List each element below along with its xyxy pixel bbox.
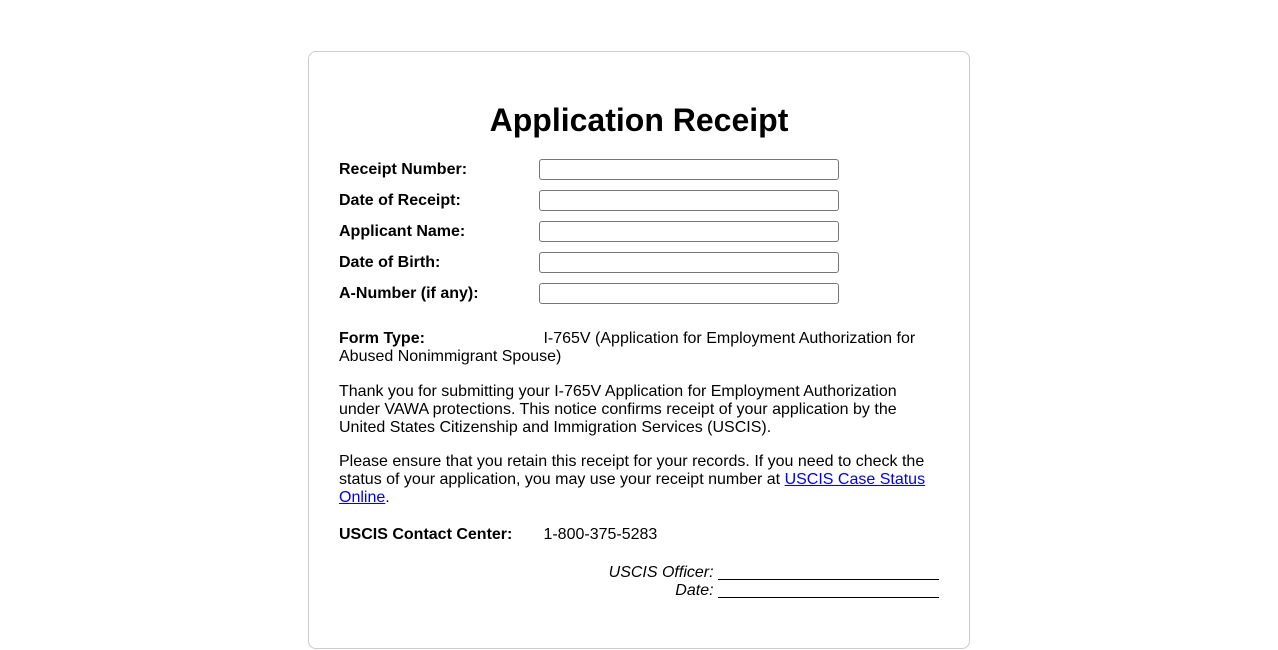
form-type-line xyxy=(339,330,939,366)
contact-center-number: 1-800-375-5283 xyxy=(543,526,658,543)
date-of-birth-label: Date of Birth: xyxy=(339,253,441,271)
page-title: Application Receipt xyxy=(489,102,789,138)
applicant-name-input[interactable] xyxy=(539,221,839,242)
receipt-number-label: Receipt Number: xyxy=(339,160,468,178)
receipt-card xyxy=(308,51,970,649)
thank-you-paragraph: Thank you for submitting your I-765V Application for Employment Authorization under VAWA protections. This notice confirms receipt of your application by the United States Citizenship and Immigration Services (USCIS). xyxy=(339,383,897,436)
field-row-date-of-birth xyxy=(339,252,939,273)
signature-block xyxy=(339,564,939,600)
date-signature-line xyxy=(718,588,939,598)
officer-signature-line xyxy=(718,570,939,580)
field-row-receipt-number xyxy=(339,159,939,180)
retain-text-after: . xyxy=(385,489,390,506)
field-row-date-of-receipt xyxy=(339,190,939,211)
field-row-applicant-name xyxy=(339,221,939,242)
a-number-input[interactable] xyxy=(539,283,839,304)
date-signature-label: Date: xyxy=(675,582,714,599)
contact-center-label: USCIS Contact Center: xyxy=(339,526,513,543)
officer-signature-row xyxy=(339,564,939,582)
retain-text-before: Please ensure that you retain this receipt for your records. If you need to check the status of your application, you may use your receipt number at xyxy=(339,453,925,488)
applicant-name-label: Applicant Name: xyxy=(339,222,466,240)
field-row-a-number xyxy=(339,283,939,304)
a-number-label: A-Number (if any): xyxy=(339,284,479,302)
receipt-number-input[interactable] xyxy=(539,159,839,180)
officer-signature-label: USCIS Officer: xyxy=(608,564,714,581)
form-type-value: I-765V (Application for Employment Authorization for Abused Nonimmigrant Spouse) xyxy=(339,330,916,365)
date-of-receipt-label: Date of Receipt: xyxy=(339,191,461,209)
date-of-birth-input[interactable] xyxy=(539,252,839,273)
contact-center-line xyxy=(339,526,939,544)
date-of-receipt-input[interactable] xyxy=(539,190,839,211)
date-signature-row xyxy=(339,582,939,600)
form-type-label: Form Type: xyxy=(339,330,425,347)
retain-paragraph xyxy=(339,453,939,507)
uscis-case-status-link[interactable]: USCIS Case Status Online xyxy=(339,471,926,506)
